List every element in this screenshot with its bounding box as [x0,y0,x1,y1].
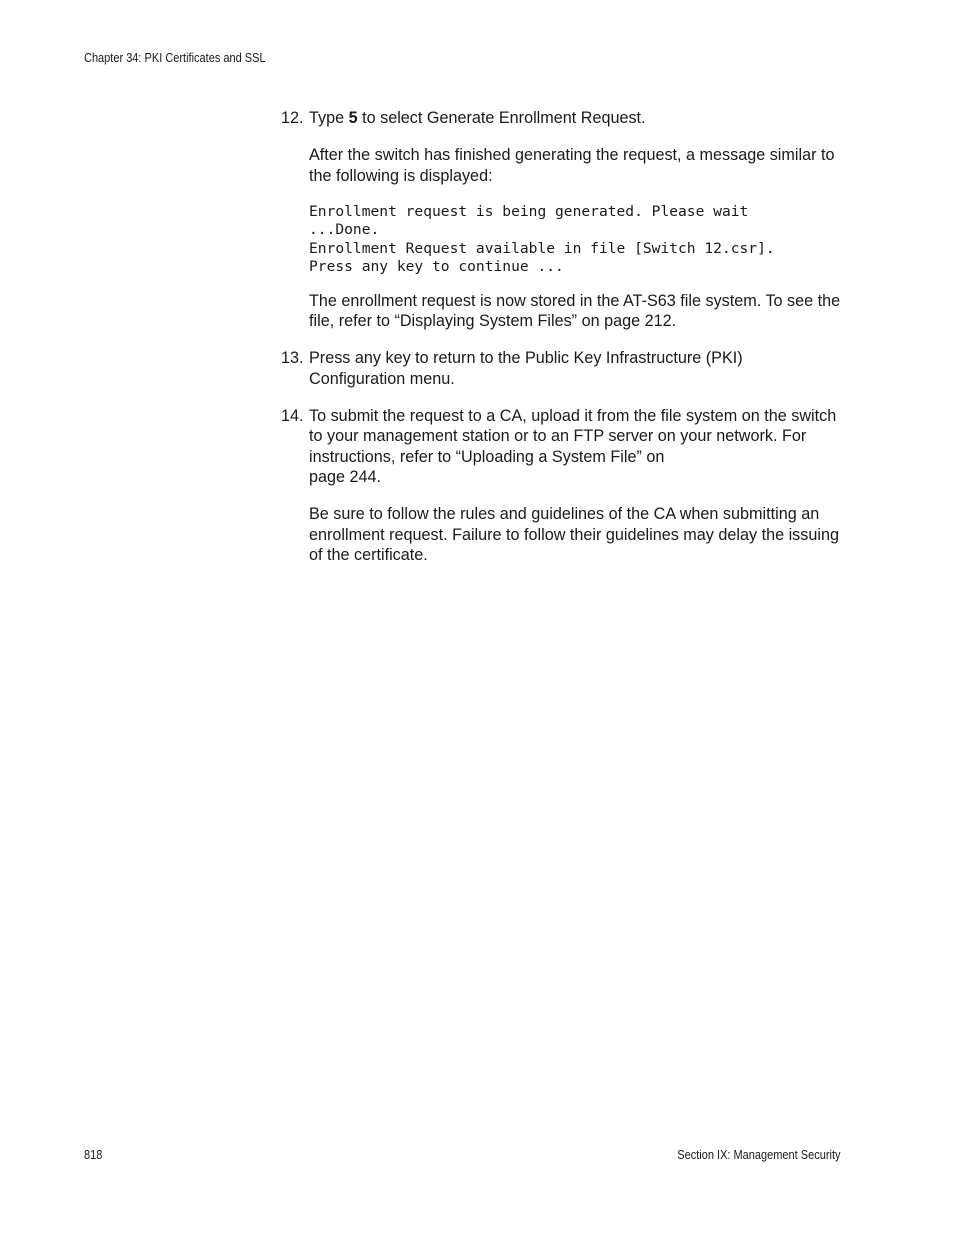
section-title: Section IX: Management Security [677,1148,841,1162]
code-line: Enrollment request is being generated. Please wait [309,202,749,220]
step-text-bold-key: 5 [348,109,358,127]
code-line: ...Done. [309,221,380,239]
step-text [309,406,841,487]
running-head: Chapter 34: PKI Certificates and SSL [84,51,266,65]
step-text-prefix: Type [309,109,349,127]
step-text-line: page 244. [309,467,382,486]
step-text-line: To submit the request to a CA, upload it from the file system on the switch to your management station or to an FTP server on your network. For instructions, refer to “Uploading a System File” on [309,407,837,466]
step-number: 12. [281,109,304,127]
step-12 [281,108,841,128]
code-block [309,203,841,277]
paragraph-file-stored: The enrollment request is now stored in the AT-S63 file system. To see the file, refer to “Displaying System Files” on page 212. [309,291,841,331]
step-text: Press any key to return to the Public Key Infrastructure (PKI) Configuration menu. [309,349,743,388]
code-line: Press any key to continue ... [309,258,564,276]
step-text-suffix: to select Generate Enrollment Request. [357,109,646,127]
step-14 [281,406,841,487]
paragraph-generation-message: After the switch has finished generating the request, a message similar to the following is displayed: [309,146,835,185]
page-number: 818 [84,1148,103,1162]
main-content [281,108,841,582]
step-text [309,108,841,128]
step-13 [281,348,841,389]
step-number: 14. [281,407,304,426]
step-number: 13. [281,349,304,368]
code-line: Enrollment Request available in file [Switch 12.csr]. [309,239,775,257]
paragraph-ca-guidelines: Be sure to follow the rules and guidelines of the CA when submitting an enrollment request. Failure to follow their guidelines may delay the issuing of the certificate. [309,505,839,564]
